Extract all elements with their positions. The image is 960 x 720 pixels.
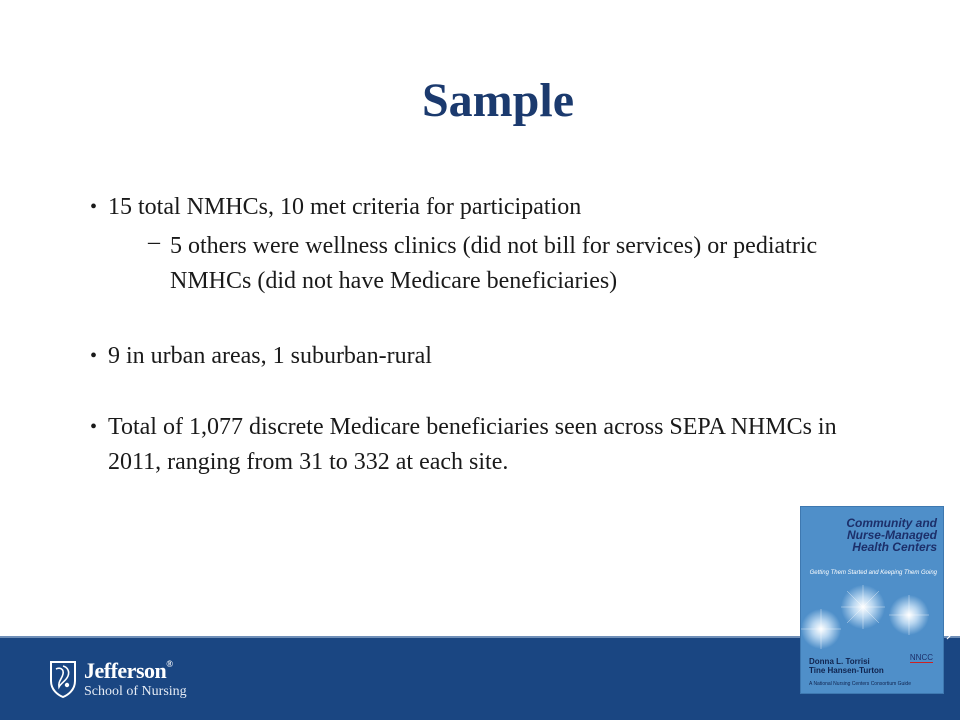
dash-icon: – [148, 229, 160, 255]
slide-title: Sample [421, 74, 574, 127]
title-area [0, 0, 960, 160]
sub-bullet-item-1 [90, 229, 870, 299]
nncc-logo: NNCC [909, 653, 933, 662]
bullet-list [90, 190, 870, 480]
logo-school: School of Nursing [84, 683, 187, 699]
bullet-item-1 [90, 190, 870, 225]
shield-icon [48, 659, 78, 699]
book-series-text: A National Nursing Centers Consortium Guide [809, 681, 911, 687]
book-title: Community and Nurse-Managed Health Centers [846, 516, 937, 554]
sub-bullet-text: 5 others were wellness clinics (did not bill for services) or pediatric NMHCs (did not have Medicare beneficiaries) [170, 233, 818, 294]
book-subtitle: Getting Them Started and Keeping Them Going [809, 570, 937, 576]
jefferson-logo [48, 656, 187, 702]
bullet-text: 9 in urban areas, 1 suburban-rural [108, 343, 432, 369]
book-authors: Donna L. Torrisi Tine Hansen-Turton [809, 657, 884, 675]
starburst-art [801, 577, 943, 655]
bullet-dot-icon: • [90, 416, 98, 438]
bullet-dot-icon: • [90, 196, 98, 218]
bullet-dot-icon: • [90, 345, 98, 367]
bullet-item-3 [90, 410, 870, 480]
cursor-icon [944, 626, 960, 642]
logo-name: Jefferson® [84, 657, 173, 683]
bullet-item-2 [90, 339, 870, 374]
logo-text [84, 657, 187, 699]
bullet-text: Total of 1,077 discrete Medicare beneficiaries seen across SEPA NHMCs in 2011, ranging from 31 to 332 at each site. [108, 414, 837, 475]
bullet-text: 15 total NMHCs, 10 met criteria for participation [108, 194, 582, 220]
book-cover-image [801, 507, 943, 693]
